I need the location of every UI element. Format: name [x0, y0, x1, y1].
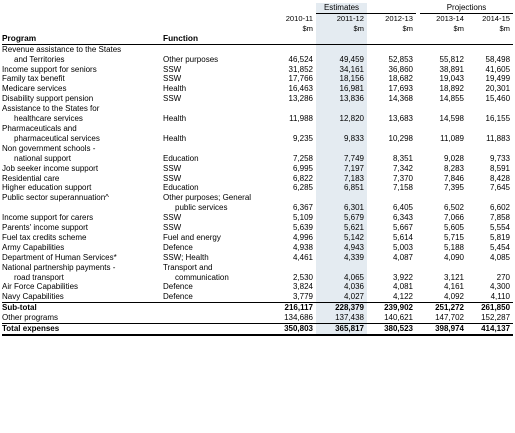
value-cell [266, 193, 316, 203]
value-cell: 38,891 [439, 64, 464, 74]
value-cell: 10,298 [388, 133, 413, 143]
value-cell: 398,974 [420, 324, 467, 335]
function-name: SSW [163, 223, 182, 233]
expenses-table [2, 3, 513, 336]
program-name: Parents' income support [2, 223, 89, 233]
value-cell: 4,027 [316, 292, 367, 302]
value-cell: 4,996 [292, 232, 313, 242]
table-row-label-line [2, 124, 513, 134]
value-cell: 34,161 [316, 65, 367, 75]
value-cell: 261,850 [467, 303, 513, 313]
table-row [2, 134, 513, 144]
value-cell [316, 144, 367, 154]
table-row [2, 282, 513, 292]
program-name: Disability support pension [2, 94, 94, 104]
function-column-header: Function [163, 34, 266, 44]
function-name: public services [175, 203, 228, 213]
value-cell: 36,860 [388, 64, 413, 74]
value-cell: 12,820 [316, 114, 367, 124]
other-programs-row-label: Other programs [2, 313, 59, 323]
value-cell: 7,158 [392, 183, 413, 193]
function-name: Education [163, 153, 199, 163]
value-cell: 17,693 [388, 84, 413, 94]
value-cell: 16,463 [288, 84, 313, 94]
function-name: SSW [163, 94, 182, 104]
value-cell [367, 144, 416, 154]
value-cell: 16,981 [316, 84, 367, 94]
function-name: Defence [163, 242, 193, 252]
value-cell: 7,749 [316, 154, 367, 164]
year-header: 2012-13 [385, 14, 413, 23]
value-cell: 4,110 [490, 292, 511, 302]
value-cell: 5,819 [489, 232, 511, 242]
value-cell: 3,779 [292, 292, 313, 302]
table-row [2, 94, 513, 104]
program-name: Navy Capabilities [2, 292, 64, 302]
value-cell: 140,621 [384, 313, 413, 323]
value-cell: 11,988 [289, 114, 313, 124]
value-cell: 5,605 [443, 223, 464, 233]
program-name: Income support for seniors [2, 64, 97, 74]
value-cell: 8,283 [443, 163, 464, 173]
value-cell: 5,621 [316, 223, 367, 233]
table-row [2, 84, 513, 94]
value-cell: 6,602 [489, 203, 511, 213]
value-cell: 7,342 [392, 163, 413, 173]
value-cell: 9,028 [443, 153, 464, 163]
value-cell: 15,460 [485, 94, 511, 104]
function-name: Other purposes; General [163, 193, 252, 203]
program-name-continued: healthcare services [14, 114, 83, 124]
value-cell: 4,085 [489, 252, 511, 262]
estimates-group-header: Estimates [316, 3, 367, 14]
table-row [2, 213, 513, 223]
program-name: Army Capabilities [2, 242, 65, 252]
value-cell: 14,368 [388, 94, 413, 104]
program-name-continued: and Territories [14, 54, 65, 64]
function-name [163, 124, 266, 134]
unit-header: $m [402, 23, 413, 33]
value-cell: 6,851 [316, 183, 367, 193]
program-name: Revenue assistance to the States [2, 44, 122, 54]
value-cell: 7,858 [489, 213, 511, 223]
value-cell: 19,499 [485, 74, 511, 84]
value-cell: 7,645 [489, 183, 511, 193]
value-cell: 2,530 [292, 272, 313, 282]
table-row-label-line [2, 144, 513, 154]
value-cell: 4,087 [392, 252, 413, 262]
value-cell: 5,003 [392, 242, 413, 252]
value-cell: 134,686 [284, 313, 313, 323]
value-cell: 41,605 [485, 64, 511, 74]
year-header: 2013-14 [436, 14, 464, 23]
total-row-label: Total expenses [2, 324, 163, 335]
value-cell: 7,370 [392, 173, 413, 183]
table-row [2, 233, 513, 243]
value-cell: 5,679 [316, 213, 367, 223]
value-cell [316, 104, 367, 114]
value-cell: 152,287 [481, 313, 511, 323]
value-cell: 3,824 [292, 282, 313, 292]
value-cell: 13,836 [316, 94, 367, 104]
table-row-label-line [2, 263, 513, 273]
value-cell [266, 144, 316, 154]
value-cell [367, 124, 416, 134]
function-name: Transport and [163, 262, 213, 272]
function-name: SSW [163, 213, 182, 223]
year-header: 2010-11 [285, 14, 313, 23]
value-cell: 4,161 [443, 282, 464, 292]
unit-header-row [2, 24, 513, 34]
table-row [2, 174, 513, 184]
value-cell: 6,367 [292, 203, 313, 213]
value-cell: 8,591 [489, 163, 511, 173]
value-cell: 3,121 [443, 272, 464, 282]
function-name: SSW [163, 163, 182, 173]
value-cell: 5,142 [316, 233, 367, 243]
table-row-label-line [2, 44, 513, 54]
value-cell: 6,405 [392, 203, 413, 213]
value-cell: 6,285 [292, 183, 313, 193]
year-header: 2011-12 [316, 14, 367, 24]
value-cell [420, 44, 467, 54]
value-cell: 270 [496, 272, 511, 282]
program-name: Higher education support [2, 183, 92, 193]
column-group-row [2, 3, 513, 14]
value-cell: 380,523 [367, 324, 416, 335]
value-cell: 4,036 [316, 282, 367, 292]
column-header-row [2, 34, 513, 44]
function-name: Other purposes [163, 54, 219, 64]
value-cell: 6,822 [292, 173, 313, 183]
value-cell: 13,683 [388, 114, 413, 124]
value-cell: 216,117 [266, 303, 316, 313]
value-cell: 5,614 [392, 232, 413, 242]
table-row [2, 273, 513, 283]
value-cell: 239,902 [367, 303, 416, 313]
value-cell: 11,883 [486, 133, 511, 143]
value-cell: 13,286 [288, 94, 313, 104]
value-cell [316, 263, 367, 273]
value-cell [367, 193, 416, 203]
value-cell [467, 193, 513, 203]
program-name: National partnership payments - [2, 262, 116, 272]
value-cell: 5,109 [292, 213, 313, 223]
value-cell: 3,922 [392, 272, 413, 282]
value-cell: 7,183 [316, 174, 367, 184]
table-row [2, 74, 513, 84]
function-name: Defence [163, 292, 193, 302]
value-cell: 4,943 [316, 243, 367, 253]
value-cell: 4,339 [316, 253, 367, 263]
year-header: 2014-15 [482, 14, 511, 23]
value-cell: 5,454 [489, 242, 511, 252]
function-name [163, 324, 266, 335]
program-name: Fuel tax credits scheme [2, 232, 87, 242]
value-cell: 5,715 [443, 232, 464, 242]
value-cell: 8,351 [392, 153, 413, 163]
value-cell [266, 104, 316, 114]
value-cell [420, 144, 467, 154]
value-cell: 7,395 [443, 183, 464, 193]
function-name: Education [163, 183, 199, 193]
value-cell [467, 44, 513, 54]
value-cell [266, 263, 316, 273]
program-name: Family tax benefit [2, 74, 65, 84]
program-name: Pharmaceuticals and [2, 123, 77, 133]
value-cell: 18,892 [439, 84, 464, 94]
function-name: Defence [163, 282, 193, 292]
value-cell: 228,379 [316, 303, 367, 313]
value-cell: 9,733 [489, 153, 511, 163]
value-cell [367, 263, 416, 273]
value-cell: 58,498 [485, 54, 511, 64]
function-name: SSW [163, 74, 182, 84]
value-cell: 11,089 [440, 133, 464, 143]
program-name-continued: pharmaceutical services [14, 133, 100, 143]
program-name: Income support for carers [2, 213, 94, 223]
value-cell: 4,081 [392, 282, 413, 292]
value-cell: 137,438 [316, 313, 367, 323]
value-cell [316, 44, 367, 54]
table-row [2, 154, 513, 164]
value-cell [467, 263, 513, 273]
value-cell: 31,852 [288, 64, 313, 74]
program-column-header: Program [2, 34, 163, 44]
table-row [2, 114, 513, 124]
table-row [2, 183, 513, 193]
projections-group-header: Projections [420, 3, 513, 14]
function-name [163, 313, 266, 323]
value-cell: 6,301 [316, 203, 367, 213]
function-name: communication [175, 272, 229, 282]
value-cell: 14,855 [439, 94, 464, 104]
unit-header: $m [499, 23, 511, 33]
function-name [163, 104, 266, 114]
value-cell: 5,188 [443, 242, 464, 252]
value-cell [420, 124, 467, 134]
value-cell: 6,502 [443, 203, 464, 213]
value-cell: 18,682 [388, 74, 413, 84]
value-cell: 9,833 [316, 134, 367, 144]
value-cell: 251,272 [420, 303, 467, 313]
value-cell: 6,343 [392, 213, 413, 223]
value-cell: 4,122 [392, 292, 413, 302]
function-name: SSW; Health [163, 252, 209, 262]
value-cell: 147,702 [435, 313, 464, 323]
value-cell: 17,766 [288, 74, 313, 84]
total-row [2, 324, 513, 335]
value-cell: 5,667 [392, 223, 413, 233]
value-cell [467, 104, 513, 114]
program-name-continued: road transport [14, 272, 64, 282]
program-name: Job seeker income support [2, 163, 99, 173]
value-cell: 7,197 [316, 164, 367, 174]
other-programs-row [2, 313, 513, 323]
year-header-row [2, 14, 513, 24]
value-cell [316, 193, 367, 203]
program-name-continued [2, 203, 163, 213]
table-row [2, 65, 513, 75]
value-cell: 14,598 [439, 114, 464, 124]
table-row [2, 253, 513, 263]
function-name: Health [163, 133, 187, 143]
value-cell: 365,817 [316, 324, 367, 335]
table-row [2, 203, 513, 213]
value-cell: 5,639 [292, 223, 313, 233]
value-cell: 18,156 [316, 74, 367, 84]
value-cell: 46,524 [288, 54, 313, 64]
program-name: Residential care [2, 173, 60, 183]
value-cell: 350,803 [266, 324, 316, 335]
function-name [163, 303, 266, 313]
value-cell [420, 104, 467, 114]
value-cell [420, 193, 467, 203]
value-cell [367, 44, 416, 54]
program-name: Assistance to the States for [2, 104, 100, 114]
program-name: Non government schools - [2, 143, 96, 153]
table-row [2, 223, 513, 233]
function-name: Health [163, 84, 187, 94]
value-cell: 4,461 [292, 252, 313, 262]
subtotal-row-label: Sub-total [2, 303, 163, 313]
value-cell [266, 124, 316, 134]
value-cell [367, 104, 416, 114]
value-cell: 19,043 [439, 74, 464, 84]
value-cell [467, 144, 513, 154]
program-name: Air Force Capabilities [2, 282, 79, 292]
value-cell: 7,066 [443, 213, 464, 223]
program-name: Department of Human Services* [2, 252, 117, 262]
value-cell: 9,235 [292, 133, 313, 143]
value-cell: 4,092 [443, 292, 464, 302]
program-name-continued: national support [14, 153, 71, 163]
unit-header: $m [302, 23, 313, 33]
value-cell: 7,846 [443, 173, 464, 183]
value-cell: 5,554 [489, 223, 511, 233]
function-name [163, 44, 266, 54]
value-cell: 4,090 [443, 252, 464, 262]
value-cell: 4,938 [292, 242, 313, 252]
value-cell: 16,155 [485, 114, 511, 124]
value-cell: 52,853 [388, 54, 413, 64]
value-cell: 7,258 [292, 153, 313, 163]
value-cell [316, 124, 367, 134]
table-row [2, 55, 513, 65]
table-row-label-line [2, 193, 513, 203]
function-name: SSW [163, 64, 182, 74]
value-cell [420, 263, 467, 273]
table-row [2, 164, 513, 174]
function-name: SSW [163, 173, 182, 183]
value-cell: 55,812 [439, 54, 464, 64]
function-name [163, 144, 266, 154]
value-cell [266, 44, 316, 54]
table-row-label-line [2, 104, 513, 114]
value-cell: 414,137 [467, 324, 513, 335]
subtotal-row [2, 303, 513, 313]
value-cell: 8,428 [489, 173, 511, 183]
unit-header: $m [316, 24, 367, 34]
program-name: Medicare services [2, 84, 67, 94]
table-row [2, 292, 513, 302]
function-name: Health [163, 114, 187, 124]
value-cell: 4,065 [316, 273, 367, 283]
function-name: Fuel and energy [163, 232, 221, 242]
value-cell: 6,995 [292, 163, 313, 173]
value-cell [467, 124, 513, 134]
table-row [2, 243, 513, 253]
program-name: Public sector superannuation^ [2, 193, 109, 203]
value-cell: 20,301 [485, 84, 511, 94]
value-cell: 49,459 [316, 55, 367, 65]
value-cell: 4,300 [489, 282, 511, 292]
unit-header: $m [453, 23, 464, 33]
